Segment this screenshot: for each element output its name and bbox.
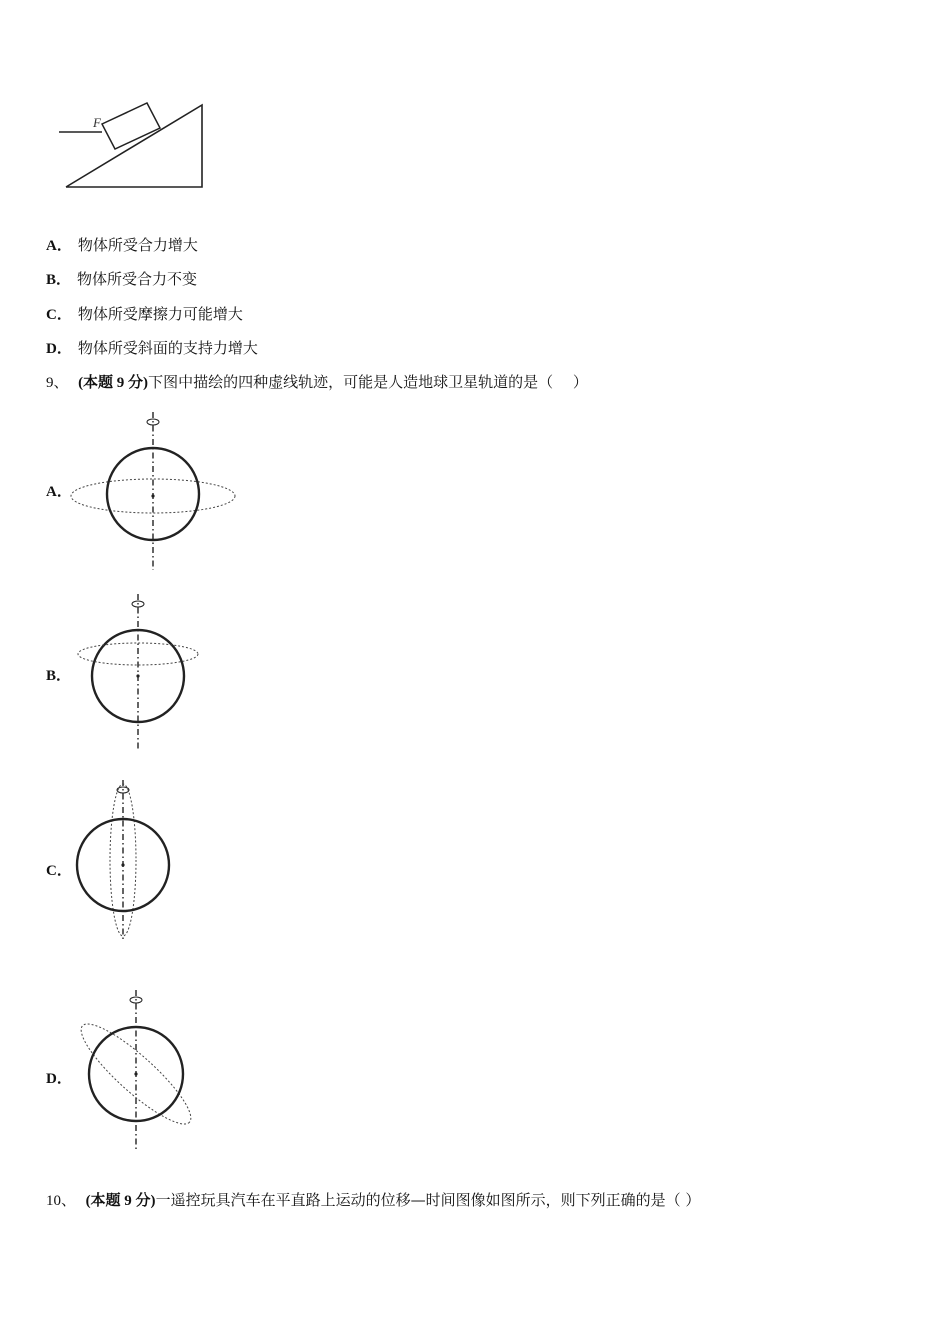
q9-option-a-label[interactable]: A． <box>46 484 72 500</box>
orbit-figure-a[interactable] <box>65 412 245 572</box>
earth-center <box>151 494 154 497</box>
option-letter: B． <box>46 272 72 288</box>
force-label: F <box>93 115 101 130</box>
question-points: (本题 9 分) <box>78 375 149 391</box>
option-letter: D． <box>46 341 72 357</box>
q8-option-b[interactable] <box>46 269 197 290</box>
option-text: 物体所受合力不变 <box>77 270 198 288</box>
orbit-path <box>110 784 136 936</box>
q9-stem <box>46 372 588 393</box>
option-letter: C． <box>46 307 72 323</box>
earth-center <box>136 674 139 677</box>
option-text: 物体所受斜面的支持力增大 <box>77 339 258 357</box>
q9-option-b-label[interactable]: B． <box>46 668 72 684</box>
orbit-figure-b[interactable] <box>68 592 208 752</box>
q10-stem <box>46 1190 700 1211</box>
orbit-figure-c[interactable] <box>68 778 178 943</box>
orbit-figure-d[interactable] <box>68 988 208 1153</box>
question-points: (本题 9 分) <box>85 1193 156 1209</box>
earth-center <box>121 863 124 866</box>
q8-option-d[interactable] <box>46 338 258 359</box>
incline-triangle <box>66 105 202 187</box>
q8-option-c[interactable] <box>46 304 243 325</box>
earth-center <box>134 1072 137 1075</box>
q8-option-a[interactable] <box>46 235 198 256</box>
question-text: 下图中描绘的四种虚线轨迹，可能是人造地球卫星轨道的是（ ） <box>148 373 588 391</box>
option-text: 物体所受摩擦力可能增大 <box>77 305 243 323</box>
block <box>102 103 160 149</box>
question-number: 10、 <box>46 1193 77 1209</box>
option-letter: A． <box>46 238 72 254</box>
q9-option-d-label[interactable]: D． <box>46 1071 72 1087</box>
incline-figure <box>55 100 215 200</box>
question-text: 一遥控玩具汽车在平直路上运动的位移—时间图像如图所示，则下列正确的是（ ） <box>155 1191 701 1209</box>
q9-option-c-label[interactable]: C． <box>46 863 72 879</box>
option-text: 物体所受合力增大 <box>77 236 198 254</box>
question-number: 9、 <box>46 375 69 391</box>
